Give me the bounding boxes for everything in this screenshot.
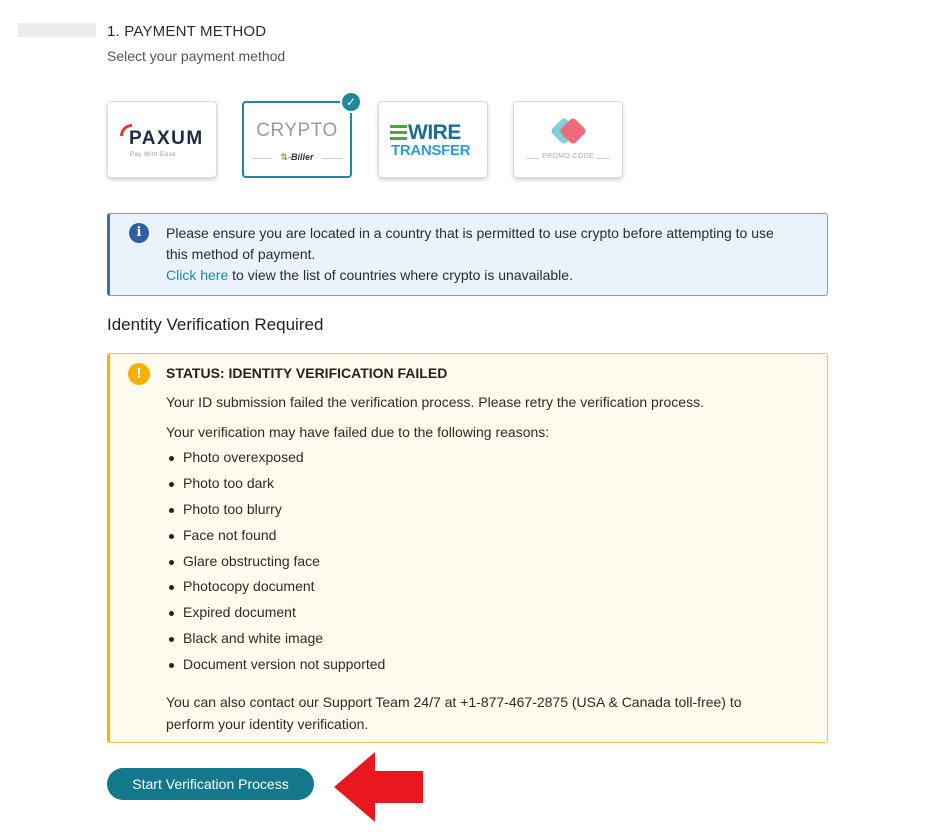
crypto-provider-text: Biller xyxy=(291,152,314,162)
failed-message: Your ID submission failed the verification process. Please retry the verification process. xyxy=(166,394,704,410)
list-item: Expired document xyxy=(166,604,806,630)
payment-method-wire-transfer[interactable] xyxy=(378,101,488,178)
payment-method-crypto[interactable] xyxy=(242,95,357,178)
wire-transfer-logo xyxy=(390,123,478,159)
payment-method-promo-code[interactable] xyxy=(513,101,623,178)
list-item: Document version not supported xyxy=(166,656,806,682)
list-item: Photo too dark xyxy=(166,475,806,501)
status-heading: STATUS: IDENTITY VERIFICATION FAILED xyxy=(166,365,448,381)
wire-bars-icon xyxy=(390,125,407,143)
verification-status-alert xyxy=(107,353,828,743)
crypto-provider-logo: ⇅‑Biller xyxy=(280,152,314,162)
reasons-intro: Your verification may have failed due to the following reasons: xyxy=(166,424,550,440)
exclamation-icon: ! xyxy=(128,363,150,385)
crypto-info-alert xyxy=(107,213,828,296)
promo-code-label: PROMO CODE xyxy=(542,153,594,160)
info-icon: i xyxy=(129,223,149,243)
list-item: Photo overexposed xyxy=(166,449,806,475)
transfer-logo-text: TRANSFER xyxy=(391,142,471,159)
payment-method-paxum[interactable] xyxy=(107,101,217,178)
paxum-logo xyxy=(120,124,210,164)
section-title: 1. PAYMENT METHOD xyxy=(107,23,267,40)
section-subtitle: Select your payment method xyxy=(107,48,286,64)
left-arrow-annotation xyxy=(334,752,424,822)
tag-icon xyxy=(554,119,580,143)
info-message xyxy=(166,223,786,286)
info-message-text: Please ensure you are located in a country that is permitted to use crypto before attempting to use this method of payment. xyxy=(166,225,774,262)
reasons-list xyxy=(166,449,806,682)
start-verification-button[interactable]: Start Verification Process xyxy=(107,768,314,800)
list-item: Black and white image xyxy=(166,630,806,656)
list-item: Photo too blurry xyxy=(166,501,806,527)
countries-link[interactable]: Click here xyxy=(166,267,229,283)
info-link-suffix: to view the list of countries where crypto is unavailable. xyxy=(228,267,573,283)
wire-logo-text: WIRE xyxy=(408,121,461,144)
crypto-logo-text: CRYPTO xyxy=(256,120,338,141)
check-icon: ✓ xyxy=(340,91,362,113)
header-placeholder xyxy=(18,23,96,37)
paxum-tagline: Pay With Ease xyxy=(130,152,176,158)
support-contact-text: You can also contact our Support Team 24/7 at +1-877-467-2875 (USA & Canada toll-free) to perform your identity verification. xyxy=(166,694,742,733)
paxum-logo-text: PAXUM xyxy=(129,128,204,149)
list-item: Face not found xyxy=(166,527,806,553)
list-item: Glare obstructing face xyxy=(166,553,806,579)
status-content xyxy=(166,365,806,735)
identity-verification-title: Identity Verification Required xyxy=(107,315,324,334)
list-item: Photocopy document xyxy=(166,578,806,604)
